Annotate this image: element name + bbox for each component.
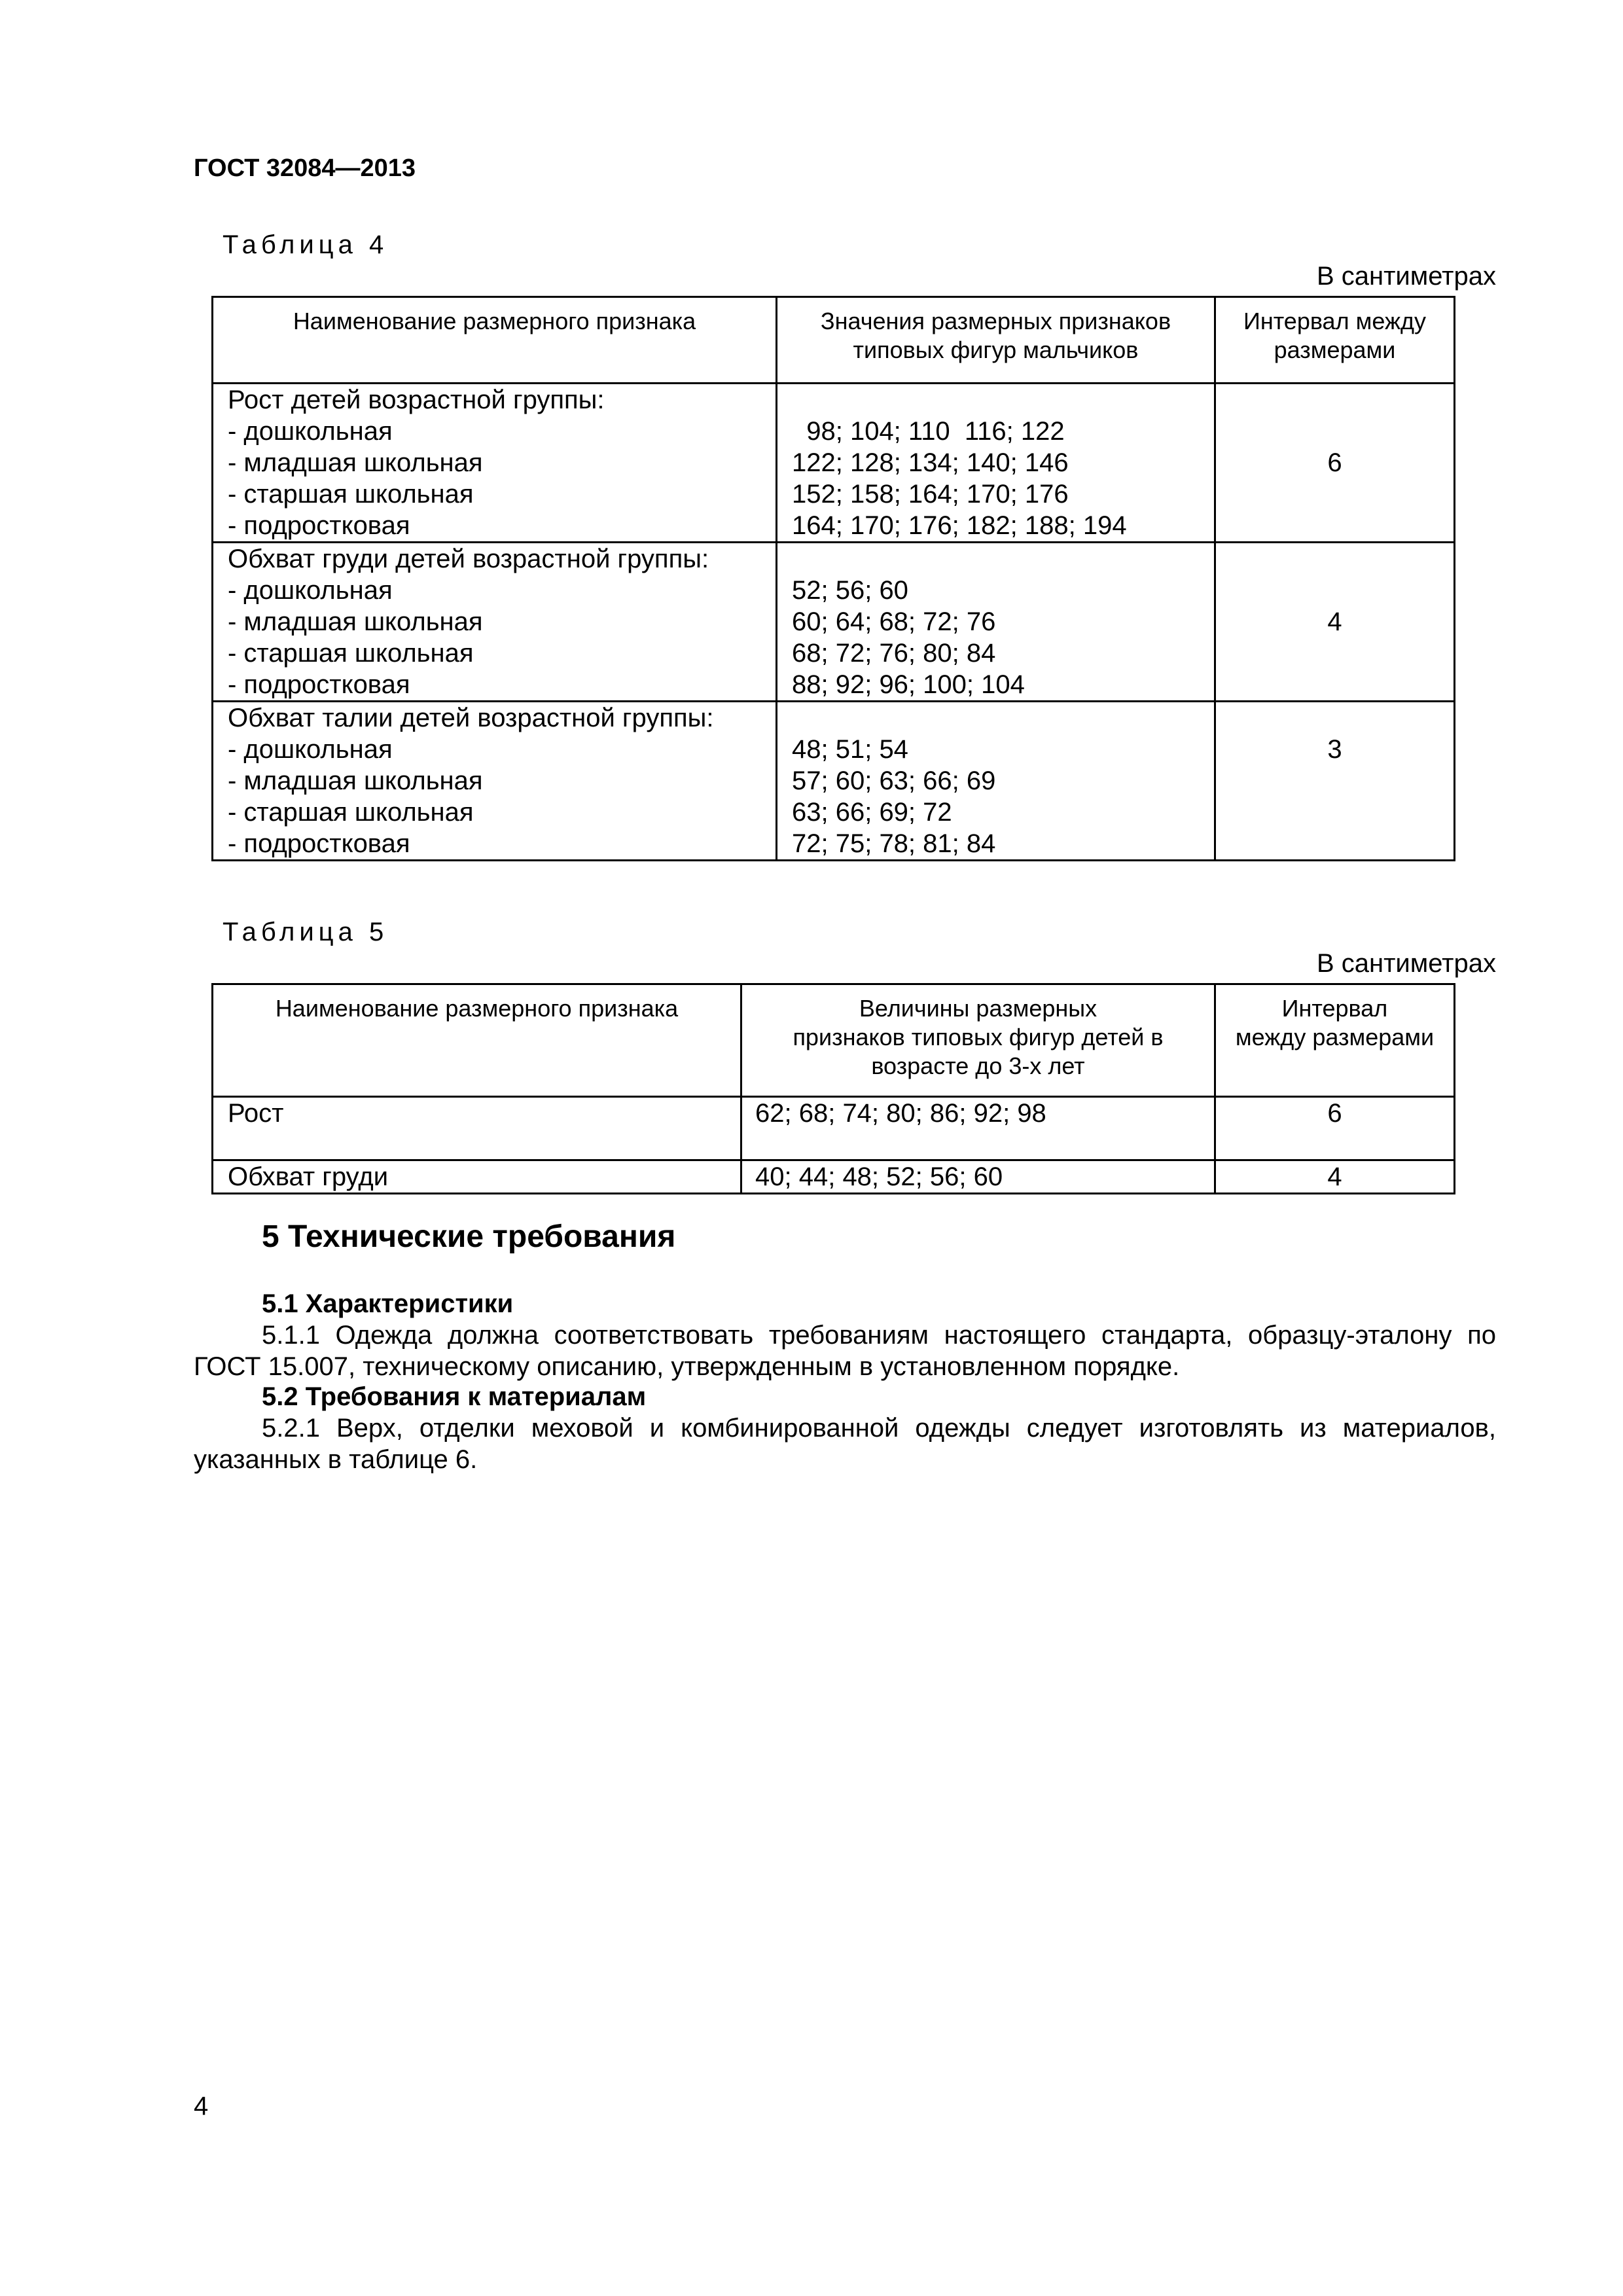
table4-cell-line: 98; 104; 110 116; 122: [792, 417, 1065, 446]
table4-cell-line: 72; 75; 78; 81; 84: [792, 829, 996, 858]
table5-caption: Таблица 5: [223, 918, 389, 946]
table4-cell-line: Обхват талии детей возрастной группы:: [228, 704, 714, 732]
table5-header-name: [213, 984, 741, 1097]
table4-caption: Таблица 4: [223, 230, 389, 259]
paragraph-5-2-1-text: 5.2.1 Верх, отделки меховой и комбинированной одежды следует изготовлять из материалов, указанных в таблице 6.: [194, 1414, 1496, 1474]
table4-interval-value: 6: [1327, 448, 1342, 477]
table4-row-interval: [1215, 543, 1455, 702]
table5-header-row: [213, 984, 1455, 1097]
table4-row-names: [213, 384, 777, 543]
table4-header-line: Значения размерных признаков: [820, 308, 1171, 334]
page-number: 4: [194, 2092, 209, 2121]
table4-header-interval: [1215, 297, 1455, 384]
table4-row-names: [213, 543, 777, 702]
table5-header-line: Интервал: [1281, 995, 1388, 1022]
table4-cell-line: 52; 56; 60: [792, 576, 908, 605]
table4-interval-value: 3: [1327, 735, 1342, 764]
table5-units: В сантиметрах: [1316, 949, 1496, 978]
table4-cell-line: - старшая школьная: [228, 639, 474, 668]
table4-header-line: типовых фигур мальчиков: [853, 336, 1139, 363]
table5-header-line: между размерами: [1235, 1024, 1435, 1050]
table4-cell-line: - дошкольная: [228, 576, 393, 605]
table5-row-interval: 4: [1327, 1162, 1342, 1191]
table4-interval-value: 4: [1327, 607, 1342, 636]
table4-row-values: [777, 543, 1215, 702]
table4-cell-line: 63; 66; 69; 72: [792, 798, 952, 827]
table4-cell-line: [792, 702, 1214, 734]
table4-cell-line: - старшая школьная: [228, 798, 474, 827]
table5-header-line: признаков типовых фигур детей в: [793, 1024, 1164, 1050]
table5-header-line: Величины размерных: [859, 995, 1097, 1022]
table4-header-row: [213, 297, 1455, 384]
table5-row-name: Обхват груди: [228, 1162, 389, 1191]
table4-header-line: Интервал между: [1243, 308, 1427, 334]
paragraph-5-2-1: [194, 1412, 1496, 1475]
table5-row-interval: 6: [1327, 1099, 1342, 1128]
table4-cell-line: 60; 64; 68; 72; 76: [792, 607, 996, 636]
table4-cell-line: - подростковая: [228, 829, 410, 858]
table4-header-line: размерами: [1274, 336, 1396, 363]
table4-cell-line: Рост детей возрастной группы:: [228, 386, 605, 414]
table4-cell-line: - подростковая: [228, 670, 410, 699]
table4-header-values: [777, 297, 1215, 384]
subsection-5-2-title: 5.2 Требования к материалам: [262, 1382, 647, 1411]
table4-cell-line: - младшая школьная: [228, 766, 483, 795]
table4: [211, 296, 1455, 861]
table4-cell-line: 122; 128; 134; 140; 146: [792, 448, 1069, 477]
table4-row-interval: [1215, 384, 1455, 543]
table4-cell-line: 57; 60; 63; 66; 69: [792, 766, 996, 795]
table4-row-interval: [1215, 702, 1455, 861]
table4-cell-line: - подростковая: [228, 511, 410, 540]
table4-units: В сантиметрах: [1316, 262, 1496, 291]
table4-cell-line: 48; 51; 54: [792, 735, 908, 764]
table5-header-line: возрасте до 3-х лет: [871, 1052, 1085, 1079]
table5-row-name: Рост: [228, 1099, 284, 1128]
document-code: ГОСТ 32084—2013: [194, 154, 416, 182]
subsection-5-1-title: 5.1 Характеристики: [262, 1289, 514, 1318]
table5-row: [213, 1097, 1455, 1160]
table5-row-values: 40; 44; 48; 52; 56; 60: [755, 1162, 1003, 1191]
table5: [211, 983, 1455, 1194]
table5-row: [213, 1160, 1455, 1194]
table5-header-values: [741, 984, 1215, 1097]
paragraph-5-1-1-text: 5.1.1 Одежда должна соответствовать требованиям настоящего стандарта, образцу-эталону по ГОСТ 15.007, техническому описанию, утвержденным в установленном порядке.: [194, 1321, 1496, 1381]
table4-header-line: Наименование размерного признака: [293, 308, 696, 334]
table4-cell-line: 68; 72; 76; 80; 84: [792, 639, 996, 668]
table4-row-names: [213, 702, 777, 861]
table4-row-values: [777, 702, 1215, 861]
table4-cell-line: [792, 384, 1214, 416]
table4-cell-line: 152; 158; 164; 170; 176: [792, 480, 1069, 509]
table4-row: [213, 543, 1455, 702]
table4-header-name: [213, 297, 777, 384]
paragraph-5-1-1: [194, 1319, 1496, 1382]
table5-header-interval: [1215, 984, 1455, 1097]
table4-row: [213, 384, 1455, 543]
table5-row-values: 62; 68; 74; 80; 86; 92; 98: [755, 1099, 1046, 1128]
table5-header-line: Наименование размерного признака: [275, 995, 679, 1022]
table4-row-values: [777, 384, 1215, 543]
table4-cell-line: - дошкольная: [228, 735, 393, 764]
table4-cell-line: 88; 92; 96; 100; 104: [792, 670, 1025, 699]
table4-cell-line: Обхват груди детей возрастной группы:: [228, 545, 709, 573]
table4-cell-line: - младшая школьная: [228, 607, 483, 636]
table4-cell-line: - старшая школьная: [228, 480, 474, 509]
table4-cell-line: [792, 543, 1214, 575]
table4-cell-line: 164; 170; 176; 182; 188; 194: [792, 511, 1127, 540]
table4-cell-line: - дошкольная: [228, 417, 393, 446]
table4-cell-line: - младшая школьная: [228, 448, 483, 477]
section-title: 5 Технические требования: [262, 1219, 676, 1254]
table4-row: [213, 702, 1455, 861]
